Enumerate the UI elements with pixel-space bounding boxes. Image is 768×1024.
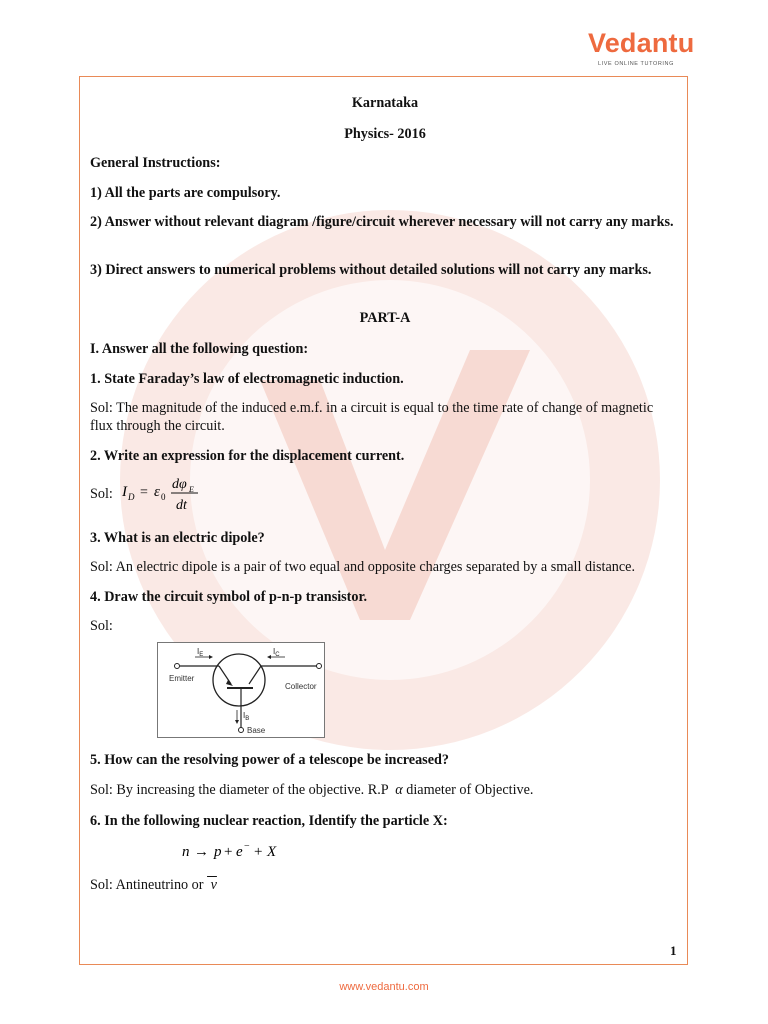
svg-text:→: →	[194, 844, 209, 860]
svg-text:X: X	[267, 844, 277, 860]
footer-url[interactable]: www.vedantu.com	[339, 981, 429, 993]
svg-text:dφ: dφ	[172, 477, 187, 492]
state-heading: Karnataka	[351, 95, 419, 111]
label-ic: $I_C$	[273, 647, 280, 658]
proportional-symbol: α	[391, 782, 403, 798]
question-6: 6. In the following nuclear reaction, Identify the particle X:	[90, 813, 448, 829]
page-title: Physics- 2016	[344, 126, 426, 142]
answer-4-label: Sol:	[90, 618, 113, 634]
svg-text:ε: ε	[154, 484, 160, 500]
page-number: 1	[670, 943, 677, 958]
svg-text:p: p	[214, 844, 222, 860]
svg-text:+: +	[224, 844, 233, 860]
vedantu-logo	[588, 28, 698, 72]
answer-5	[90, 781, 533, 799]
answer-2-label: Sol:	[90, 486, 113, 502]
answer-5-text-end: diameter of Objective.	[406, 782, 534, 798]
instruction-1: 1) All the parts are compulsory.	[90, 185, 281, 201]
antineutrino-symbol: ν	[207, 877, 217, 893]
answer-6-text: Sol: Antineutrino or	[90, 877, 204, 893]
svg-text:I: I	[122, 484, 127, 500]
part-title: PART-A	[359, 310, 411, 326]
label-collector: Collector	[285, 682, 317, 691]
label-ie: $I_E$	[197, 647, 204, 658]
question-2: 2. Write an expression for the displacement current.	[90, 448, 405, 464]
pnp-transistor-diagram	[157, 642, 325, 738]
svg-text:−: −	[244, 841, 250, 852]
answer-1: Sol: The magnitude of the induced e.m.f. in a circuit is equal to the time rate of change of magnetic flux through the circuit.	[90, 400, 654, 434]
svg-text:E: E	[189, 485, 194, 494]
question-3: 3. What is an electric dipole?	[90, 530, 265, 546]
svg-text:+: +	[254, 844, 263, 860]
instruction-2: 2) Answer without relevant diagram /figure/circuit wherever necessary will not carry any marks.	[90, 214, 674, 230]
instruction-3: 3) Direct answers to numerical problems without detailed solutions will not carry any marks.	[90, 262, 652, 278]
question-5: 5. How can the resolving power of a telescope be increased?	[90, 752, 449, 768]
question-4: 4. Draw the circuit symbol of p-n-p transistor.	[90, 589, 368, 605]
svg-text:e: e	[236, 844, 243, 860]
svg-text:dt: dt	[176, 498, 187, 513]
svg-text:n: n	[182, 844, 190, 860]
question-1: 1. State Faraday’s law of electromagnetic induction.	[90, 371, 404, 387]
answer-5-text: Sol: By increasing the diameter of the objective. R.P	[90, 782, 389, 798]
svg-text:D: D	[128, 492, 135, 502]
logo-tagline: LIVE ONLINE TUTORING	[598, 61, 674, 67]
displacement-current-formula	[120, 474, 230, 514]
label-emitter: Emitter	[169, 674, 195, 683]
label-base: Base	[247, 726, 266, 735]
answer-3: Sol: An electric dipole is a pair of two equal and opposite charges separated by a small distance.	[90, 559, 636, 575]
instructions-heading: General Instructions:	[90, 155, 221, 171]
label-ib: $I_B$	[243, 711, 250, 722]
nuclear-reaction-equation	[180, 838, 320, 864]
svg-text:0: 0	[161, 492, 166, 502]
svg-text:=: =	[140, 485, 148, 500]
logo-wordmark: Vedantu	[588, 28, 695, 58]
answer-6	[90, 876, 217, 894]
section-heading: I. Answer all the following question:	[90, 341, 309, 357]
